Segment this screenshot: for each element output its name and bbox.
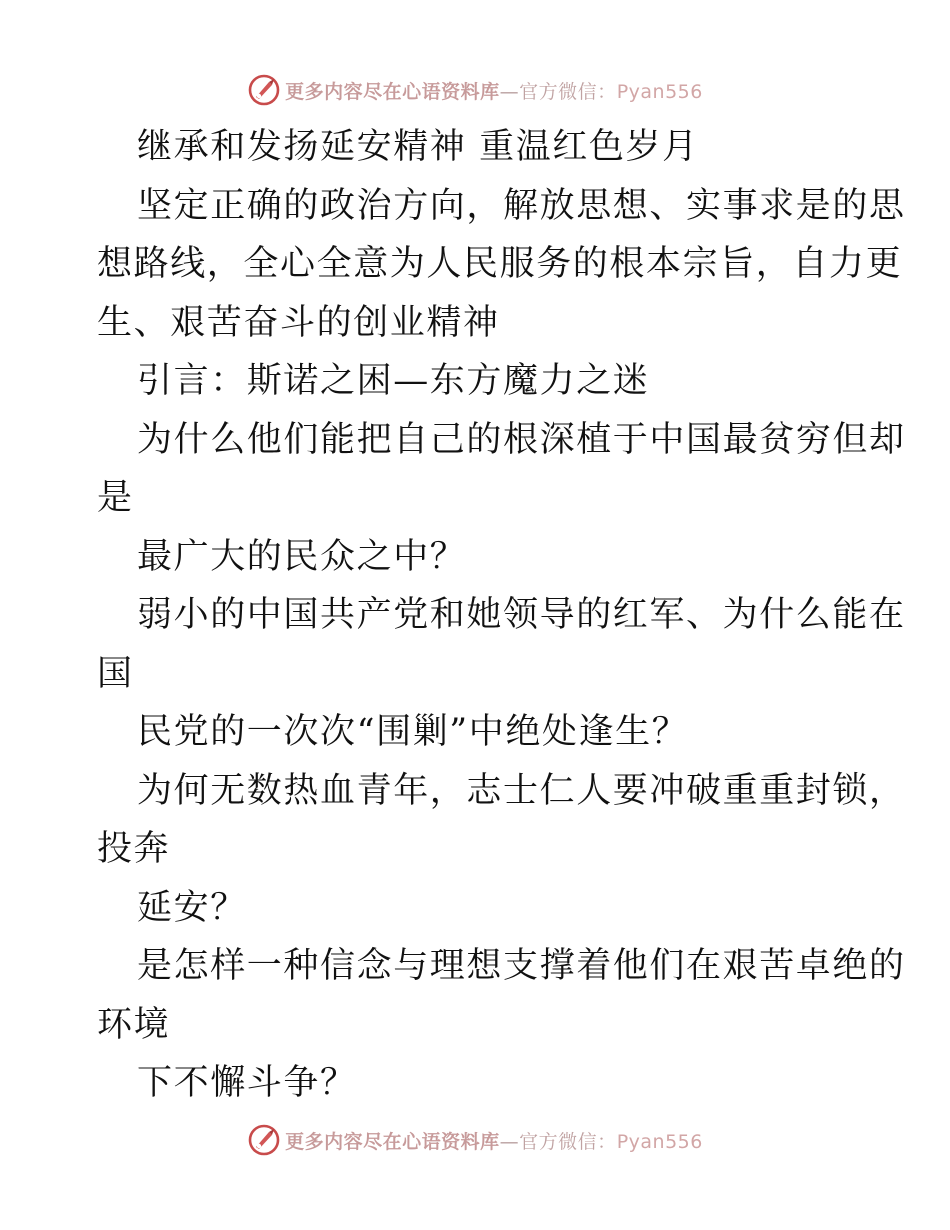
logo-icon	[247, 73, 281, 107]
text-line: 是怎样一种信念与理想支撑着他们在艰苦卓绝的	[137, 946, 906, 986]
banner-text	[285, 77, 703, 104]
document-body	[97, 118, 906, 1113]
banner-library-name: 更多内容尽在心语资料库	[285, 1130, 500, 1153]
text-line: 国	[97, 653, 134, 694]
text-line: 弱小的中国共产党和她领导的红军、为什么能在	[137, 595, 906, 635]
text-line: 下不懈斗争？	[137, 1063, 357, 1103]
banner-wechat-id: Pyan556	[616, 80, 703, 103]
header-banner	[0, 68, 950, 112]
text-line: 延安？	[137, 887, 247, 928]
banner-wechat-label: 官方微信：	[519, 1130, 617, 1153]
text-line: 生、艰苦奋斗的创业精神	[97, 302, 500, 343]
banner-wechat-label: 官方微信：	[519, 80, 617, 103]
text-line: 继承和发扬延安精神 重温红色岁月	[137, 127, 699, 167]
text-line: 民党的一次次“围剿”中绝处逢生？	[137, 712, 689, 752]
banner-text	[285, 1127, 703, 1154]
footer-banner	[0, 1118, 950, 1162]
logo-icon	[247, 1123, 281, 1157]
text-line: 想路线，全心全意为人民服务的根本宗旨，自力更	[97, 244, 903, 284]
text-line: 是	[97, 478, 134, 518]
text-line: 坚定正确的政治方向，解放思想、实事求是的思	[137, 185, 906, 226]
text-line: 引言：斯诺之困—东方魔力之迷	[137, 361, 650, 401]
banner-dash: —	[499, 1130, 520, 1153]
banner-dash: —	[499, 80, 520, 103]
banner-library-name: 更多内容尽在心语资料库	[285, 80, 500, 103]
text-line: 最广大的民众之中？	[137, 536, 467, 577]
text-line: 环境	[97, 1004, 171, 1045]
banner-wechat-id: Pyan556	[616, 1130, 703, 1153]
text-line: 为什么他们能把自己的根深植于中国最贫穷但却	[137, 419, 906, 460]
text-line: 投奔	[97, 829, 171, 869]
text-line: 为何无数热血青年，志士仁人要冲破重重封锁，	[137, 770, 906, 811]
